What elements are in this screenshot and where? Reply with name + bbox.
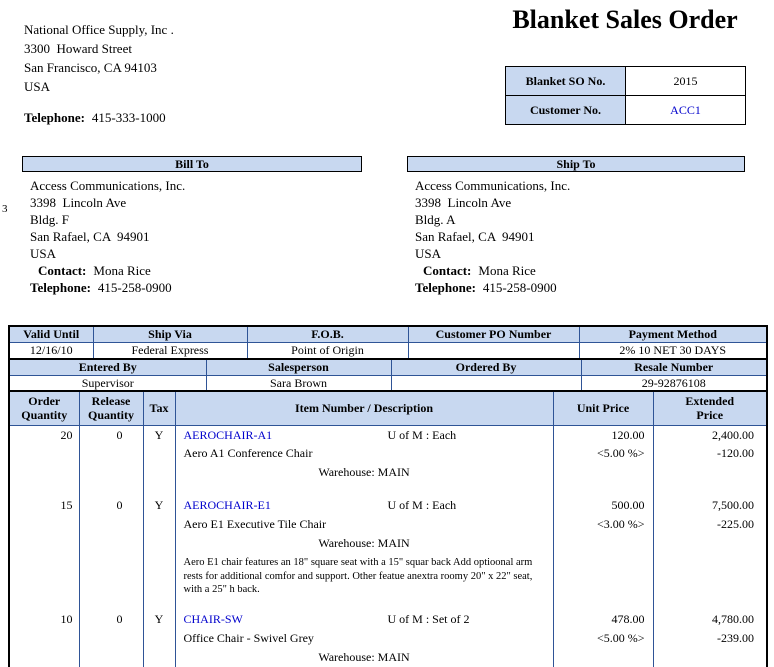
item-row-2-line-3 bbox=[9, 534, 767, 553]
company-telephone-line bbox=[24, 108, 174, 127]
bill-to-telephone-line bbox=[30, 279, 362, 296]
bill-to-line: San Rafael, CA 94901 bbox=[30, 229, 150, 244]
terms-header-row-2 bbox=[9, 359, 767, 376]
bill-to-line: USA bbox=[30, 246, 57, 261]
item-warehouse: Warehouse: MAIN bbox=[175, 648, 553, 667]
extended-price: 7,500.00 bbox=[653, 496, 767, 515]
item-row-1-line-1 bbox=[9, 425, 767, 444]
company-block bbox=[24, 20, 174, 127]
header-item-number-description: Item Number / Description bbox=[175, 391, 553, 425]
value-ship-via: Federal Express bbox=[93, 343, 247, 360]
header-customer-po: Customer PO Number bbox=[408, 326, 579, 343]
bill-to-block bbox=[22, 156, 362, 296]
item-description: Aero A1 Conference Chair bbox=[175, 444, 553, 463]
item-row-3-line-3 bbox=[9, 648, 767, 667]
bill-to-line: 3398 Lincoln Ave bbox=[30, 195, 127, 210]
tax-flag: Y bbox=[143, 610, 175, 629]
tax-flag: Y bbox=[143, 496, 175, 515]
bill-to-line: Access Communications, Inc. bbox=[30, 178, 186, 193]
telephone-value: 415-333-1000 bbox=[91, 110, 166, 125]
item-row-2-line-2 bbox=[9, 515, 767, 534]
so-number-value: 2015 bbox=[626, 67, 746, 96]
telephone-value: 415-258-0900 bbox=[97, 280, 172, 295]
header-extended-price: Extended Price bbox=[653, 391, 767, 425]
value-salesperson: Sara Brown bbox=[206, 376, 391, 393]
order-quantity: 10 bbox=[9, 610, 79, 629]
ship-to-line: 3398 Lincoln Ave bbox=[415, 195, 512, 210]
bill-to-line: Bldg. F bbox=[30, 212, 70, 227]
customer-number-link[interactable]: ACC1 bbox=[626, 96, 746, 125]
item-warehouse: Warehouse: MAIN bbox=[175, 534, 553, 553]
item-row-1-line-2 bbox=[9, 444, 767, 463]
item-number-link[interactable]: AEROCHAIR-E1 bbox=[183, 498, 271, 512]
header-resale-number: Resale Number bbox=[581, 359, 767, 376]
order-quantity: 15 bbox=[9, 496, 79, 515]
contact-label: Contact: bbox=[423, 263, 472, 278]
item-row-3-line-2 bbox=[9, 629, 767, 648]
release-quantity: 0 bbox=[79, 425, 143, 444]
telephone-label: Telephone: bbox=[30, 280, 91, 295]
item-long-description: Aero E1 chair features an 18" square seat with a 15" squar back Add optioonal arm rests for additional comfor and support. Other featue anextra roomy 20" x 22" seat, with a 25" h back. bbox=[175, 553, 553, 600]
unit-of-measure: U of M : Each bbox=[387, 427, 457, 442]
item-row-3-line-1 bbox=[9, 610, 767, 629]
unit-of-measure: U of M : Set of 2 bbox=[387, 611, 470, 626]
item-number-link[interactable]: CHAIR-SW bbox=[183, 611, 243, 626]
header-fob: F.O.B. bbox=[247, 326, 408, 343]
value-entered-by: Supervisor bbox=[9, 376, 206, 393]
header-ship-via: Ship Via bbox=[93, 326, 247, 343]
order-quantity: 20 bbox=[9, 425, 79, 444]
company-name: National Office Supply, Inc . bbox=[24, 22, 174, 37]
value-customer-po bbox=[408, 343, 579, 360]
extended-price: 2,400.00 bbox=[653, 425, 767, 444]
header-payment-method: Payment Method bbox=[579, 326, 767, 343]
header-order-quantity: Order Quantity bbox=[9, 391, 79, 425]
so-number-label: Blanket SO No. bbox=[506, 67, 626, 96]
item-row-2-long-description bbox=[9, 553, 767, 600]
telephone-label: Telephone: bbox=[24, 110, 85, 125]
item-warehouse: Warehouse: MAIN bbox=[175, 463, 553, 482]
value-resale-number: 29-92876108 bbox=[581, 376, 767, 393]
header-entered-by: Entered By bbox=[9, 359, 206, 376]
page-margin-mark: 3 bbox=[2, 203, 8, 215]
unit-of-measure: U of M : Each bbox=[387, 498, 457, 512]
order-info-table bbox=[505, 66, 746, 125]
release-quantity: 0 bbox=[79, 610, 143, 629]
ship-to-telephone-line bbox=[415, 279, 745, 296]
item-discount: <5.00 %> bbox=[553, 444, 653, 463]
item-discount: <3.00 %> bbox=[553, 515, 653, 534]
terms-value-row-1 bbox=[9, 343, 767, 360]
item-number-link[interactable]: AEROCHAIR-A1 bbox=[183, 427, 273, 442]
release-quantity: 0 bbox=[79, 496, 143, 515]
tax-flag: Y bbox=[143, 425, 175, 444]
item-description: Aero E1 Executive Tile Chair bbox=[175, 515, 553, 534]
header-salesperson: Salesperson bbox=[206, 359, 391, 376]
terms-table-1 bbox=[8, 325, 768, 360]
unit-price: 120.00 bbox=[553, 425, 653, 444]
terms-table-2 bbox=[8, 358, 768, 393]
contact-value: Mona Rice bbox=[478, 263, 536, 278]
unit-price: 478.00 bbox=[553, 610, 653, 629]
company-country: USA bbox=[24, 79, 51, 94]
header-release-quantity: Release Quantity bbox=[79, 391, 143, 425]
customer-number-label: Customer No. bbox=[506, 96, 626, 125]
item-spacer-row bbox=[9, 600, 767, 610]
item-row-2-line-1 bbox=[9, 496, 767, 515]
terms-section bbox=[8, 325, 766, 393]
unit-price: 500.00 bbox=[553, 496, 653, 515]
item-discount-amount: -239.00 bbox=[653, 629, 767, 648]
telephone-value: 415-258-0900 bbox=[482, 280, 557, 295]
bill-to-contact-line bbox=[30, 262, 362, 279]
item-discount-amount: -225.00 bbox=[653, 515, 767, 534]
so-number-row bbox=[506, 67, 746, 96]
item-description: Office Chair - Swivel Grey bbox=[175, 629, 553, 648]
header-tax: Tax bbox=[143, 391, 175, 425]
terms-header-row-1 bbox=[9, 326, 767, 343]
item-row-1-line-3 bbox=[9, 463, 767, 482]
ship-to-block bbox=[407, 156, 745, 296]
company-address-line-2: San Francisco, CA 94103 bbox=[24, 60, 157, 75]
contact-value: Mona Rice bbox=[93, 263, 151, 278]
value-valid-until: 12/16/10 bbox=[9, 343, 93, 360]
ship-to-contact-line bbox=[415, 262, 745, 279]
header-unit-price: Unit Price bbox=[553, 391, 653, 425]
item-spacer-row bbox=[9, 482, 767, 496]
value-payment-method: 2% 10 NET 30 DAYS bbox=[579, 343, 767, 360]
ship-to-line: Bldg. A bbox=[415, 212, 456, 227]
bill-to-header: Bill To bbox=[22, 156, 362, 172]
item-discount-amount: -120.00 bbox=[653, 444, 767, 463]
ship-to-line: Access Communications, Inc. bbox=[415, 178, 571, 193]
header-ordered-by: Ordered By bbox=[391, 359, 581, 376]
line-items-table bbox=[8, 390, 768, 667]
page-title: Blanket Sales Order bbox=[512, 5, 738, 34]
ship-to-header: Ship To bbox=[407, 156, 745, 172]
items-header-row bbox=[9, 391, 767, 425]
extended-price: 4,780.00 bbox=[653, 610, 767, 629]
item-discount: <5.00 %> bbox=[553, 629, 653, 648]
telephone-label: Telephone: bbox=[415, 280, 476, 295]
contact-label: Contact: bbox=[38, 263, 87, 278]
company-address-line-1: 3300 Howard Street bbox=[24, 41, 132, 56]
customer-number-row bbox=[506, 96, 746, 125]
ship-to-line: San Rafael, CA 94901 bbox=[415, 229, 535, 244]
ship-to-line: USA bbox=[415, 246, 442, 261]
header-valid-until: Valid Until bbox=[9, 326, 93, 343]
value-fob: Point of Origin bbox=[247, 343, 408, 360]
